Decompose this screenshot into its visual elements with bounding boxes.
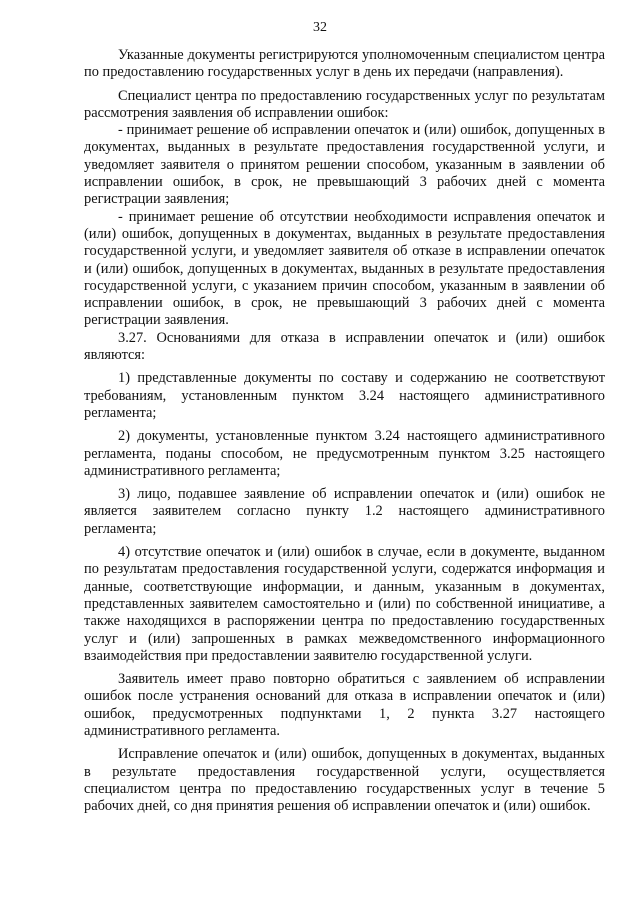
- paragraph-specialist-review: Специалист центра по предоставлению государственных услуг по результатам рассмотрения заявления об исправлении ошибок:: [84, 87, 605, 121]
- list-item-ground-2: 2) документы, установленные пунктом 3.24 настоящего административного регламента, поданы способом, не предусмотренным пунктом 3.25 настоящего административного регламента;: [84, 428, 605, 479]
- document-body: [84, 47, 605, 815]
- paragraph-decision-correct: - принимает решение об исправлении опечаток и (или) ошибок, допущенных в документах, выданных в результате предоставления государственной услуги, и уведомляет заявителя о принятом решении способом, указанным в заявлении об исправлении ошибок, в срок, не превышающий 3 рабочих дней с момента регистрации заявления;: [84, 122, 605, 208]
- paragraph-repeat-application: Заявитель имеет право повторно обратиться с заявлением об исправлении ошибок после устранения оснований для отказа в исправлении опечаток и (или) ошибок, предусмотренных подпунктами 1, 2 пункта 3.27 настоящего административного регламента.: [84, 671, 605, 739]
- page-number: 32: [313, 20, 327, 35]
- paragraph-correction-term: Исправление опечаток и (или) ошибок, допущенных в документах, выданных в результате предоставления государственной услуги, осуществляется специалистом центра по предоставлению государственных услуг в течение 5 рабочих дней, со дня принятия решения об исправлении опечаток и (или) ошибок.: [84, 746, 605, 815]
- paragraph-3-27-grounds: 3.27. Основаниями для отказа в исправлении опечаток и (или) ошибок являются:: [84, 329, 605, 364]
- list-item-ground-1: 1) представленные документы по составу и содержанию не соответствуют требованиям, установленным пунктом 3.24 настоящего административного регламента;: [84, 370, 605, 421]
- list-item-ground-4: 4) отсутствие опечаток и (или) ошибок в случае, если в документе, выданном по результатам предоставления государственной услуги, содержатся информация и данные, соответствующие информации, и данным, указанным в документах, представленных заявителем самостоятельно и (или) по собственной инициативе, а также находящихся в распоряжении центра по предоставлению государственных услуг и (или) запрошенных в рамках межведомственного информационного взаимодействия при предоставлении заявителю государственной услуги.: [84, 544, 605, 664]
- paragraph-decision-refuse: - принимает решение об отсутствии необходимости исправления опечаток и (или) ошибок, допущенных в документах, выданных в результате предоставления государственной услуги, и уведомляет заявителя об отказе в исправлении опечаток и (или) ошибок, допущенных в документах, выданных в результате предоставления государственной услуги, с указанием причин способом, указанным в заявлении об исправлении ошибок, в срок, не превышающий 3 рабочих дней с момента регистрации заявления.: [84, 208, 605, 329]
- paragraph-registration: Указанные документы регистрируются уполномоченным специалистом центра по предоставлению государственных услуг в день их передачи (направления).: [84, 47, 605, 81]
- list-item-ground-3: 3) лицо, подавшее заявление об исправлении опечаток и (или) ошибок не является заявителем согласно пункту 1.2 настоящего административного регламента;: [84, 486, 605, 537]
